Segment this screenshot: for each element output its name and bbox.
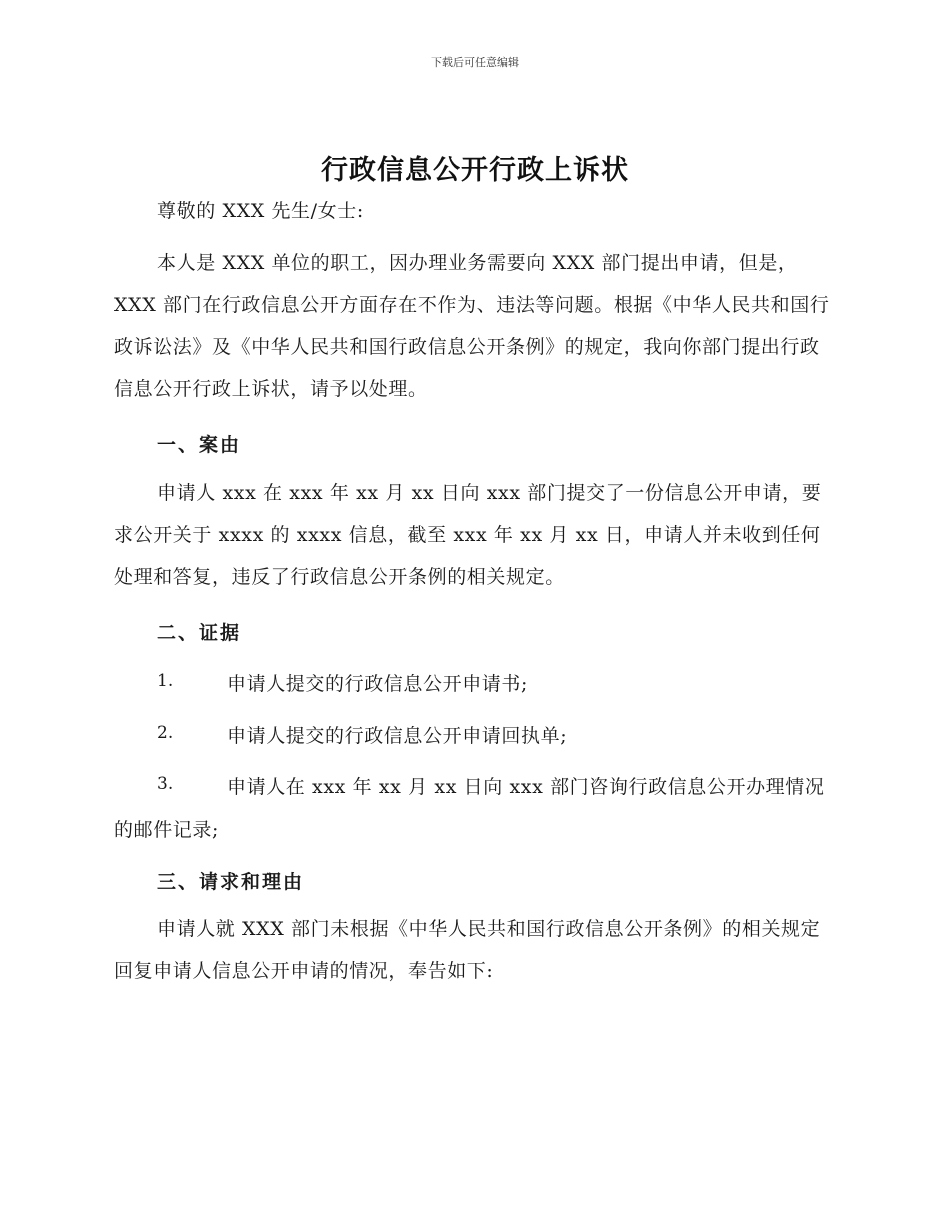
section-heading-request: 三、请求和理由 bbox=[157, 871, 305, 893]
evidence-item-number: 1. bbox=[157, 671, 174, 691]
evidence-item-text: 申请人提交的行政信息公开申请书; bbox=[227, 673, 529, 695]
request-paragraph: 申请人就 XXX 部门未根据《中华人民共和国行政信息公开条例》的相关规定回复申请人信息公开申请的情况，奉告如下: bbox=[114, 918, 821, 982]
page-title: 行政信息公开行政上诉状 bbox=[321, 155, 629, 186]
evidence-item-text: 申请人在 xxx 年 xx 月 xx 日向 xxx 部门咨询行政信息公开办理情况 bbox=[227, 776, 825, 798]
evidence-item-number: 2. bbox=[157, 723, 174, 743]
evidence-item-continuation: 的邮件记录; bbox=[114, 819, 220, 841]
evidence-item-number: 3. bbox=[157, 774, 174, 794]
intro-paragraph: 本人是 XXX 单位的职工，因办理业务需要向 XXX 部门提出申请，但是，XXX 部门在行政信息公开方面存在不作为、违法等问题。根据《中华人民共和国行政诉讼法》及《中华人民共和国行政信息公开条例》的规定，我向你部门提出行政信息公开行政上诉状，请予以处理。 bbox=[114, 252, 830, 400]
evidence-item-text: 申请人提交的行政信息公开申请回执单; bbox=[227, 725, 568, 747]
section-heading-evidence: 二、证据 bbox=[157, 622, 242, 644]
section-heading-case: 一、案由 bbox=[157, 434, 242, 456]
case-paragraph: 申请人 xxx 在 xxx 年 xx 月 xx 日向 xxx 部门提交了一份信息公开申请，要求公开关于 xxxx 的 xxxx 信息，截至 xxx 年 xx 月 xx 日，申请人并未收到任何处理和答复，违反了行政信息公开条例的相关规定。 bbox=[114, 482, 822, 588]
salutation: 尊敬的 XXX 先生/女士: bbox=[157, 200, 364, 222]
header-note: 下载后可任意编辑 bbox=[431, 56, 519, 69]
